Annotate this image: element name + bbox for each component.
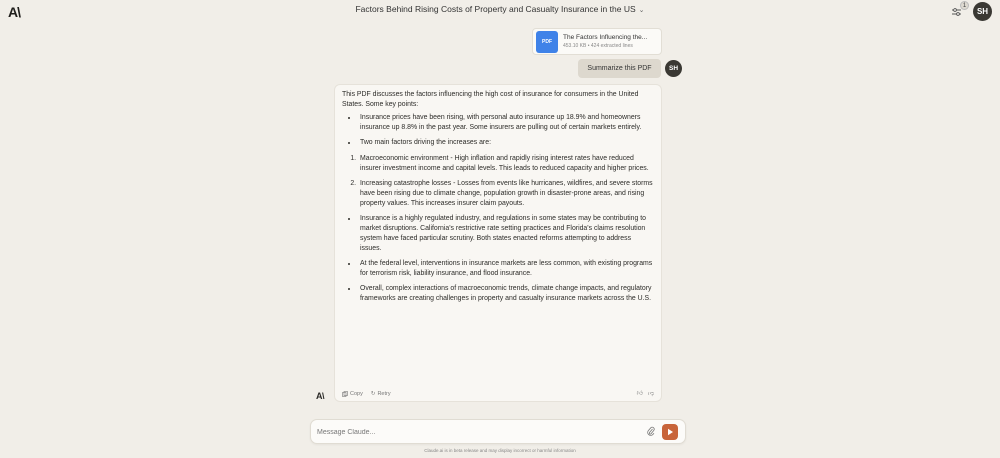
pdf-attachment-card[interactable] <box>532 28 662 55</box>
response-intro: This PDF discusses the factors influencing the high cost of insurance for consumers in the United States. Some key points: <box>342 91 639 108</box>
user-avatar-menu[interactable]: SH <box>973 2 992 21</box>
chevron-down-icon[interactable]: ⌄ <box>638 7 645 14</box>
message-input[interactable] <box>317 424 617 440</box>
paperclip-icon[interactable] <box>647 426 655 438</box>
notification-badge: 1 <box>960 1 969 10</box>
copy-icon <box>342 391 348 397</box>
list-item: • Two main factors driving the increases are: <box>358 138 654 148</box>
retry-button[interactable] <box>371 389 391 399</box>
response-numbered-list <box>342 154 654 209</box>
list-item: • At the federal level, interventions in insurance markets are less common, with existing programs for terrorism risk, liability insurance, and flood insurance. <box>358 259 654 279</box>
response-bullet-list-1 <box>342 113 654 148</box>
conversation-title[interactable] <box>0 4 1000 14</box>
conversation-title-text: Factors Behind Rising Costs of Property and Casualty Insurance in the US <box>355 4 636 14</box>
retry-label: Retry <box>377 391 391 397</box>
pdf-file-icon: PDF <box>536 31 558 53</box>
paperclip-graphic <box>647 426 655 436</box>
response-actions <box>342 389 391 399</box>
send-button[interactable] <box>662 424 678 440</box>
user-message: Summarize this PDF <box>578 59 661 78</box>
feedback-controls <box>637 389 654 399</box>
list-item: • Insurance prices have been rising, with personal auto insurance up 18.9% and homeowners insurance up 8.8% in the past year. Some insurers are pulling out of certain markets entirely. <box>358 113 654 133</box>
list-item: 2. Increasing catastrophe losses - Losses from events like hurricanes, wildfires, and severe storms have been rising due to climate change, population growth in disaster-prone areas, and rising property values. This increases insurer claim payouts. <box>358 179 654 209</box>
message-composer <box>310 419 686 444</box>
claude-logo-icon: A\ <box>316 391 324 401</box>
send-arrow-icon <box>667 428 674 436</box>
list-item: • Overall, complex interactions of macroeconomic trends, climate change impacts, and regulatory frameworks are creating challenges in property and casualty insurance markets across the U.S. <box>358 284 654 304</box>
copy-label: Copy <box>350 391 363 397</box>
retry-icon: ↻ <box>370 391 376 397</box>
list-item: 1. Macroeconomic environment - High inflation and rapidly rising interest rates have reduced insurer investment income and capital levels. This leads to reduced capacity and higher prices. <box>358 154 654 174</box>
attachment-name: The Factors Influencing the... <box>563 34 648 41</box>
top-right-controls <box>949 2 992 21</box>
attachment-meta: 453.10 KB • 424 extracted lines <box>563 43 633 49</box>
settings-sliders-icon[interactable] <box>949 2 967 19</box>
response-bullet-list-2 <box>342 214 654 304</box>
list-item: • Insurance is a highly regulated industry, and regulations in some states may be contributing to market disruptions. California's restrictive rate setting practices and Florida's claims resolution system have faced particular scrutiny. Both states enacted reforms attempting to address issues. <box>358 214 654 254</box>
beta-disclaimer: Claude.ai is in beta release and may display incorrect or harmful information <box>424 448 576 453</box>
anthropic-logo[interactable]: A\ <box>8 4 20 20</box>
thumbs-down-icon[interactable]: 👎︎ <box>647 391 654 397</box>
assistant-response <box>334 84 662 402</box>
attachment-details <box>563 34 647 49</box>
thumbs-up-icon[interactable]: 👍︎ <box>636 391 643 397</box>
user-message-avatar: SH <box>665 60 682 77</box>
copy-button[interactable] <box>342 389 363 399</box>
